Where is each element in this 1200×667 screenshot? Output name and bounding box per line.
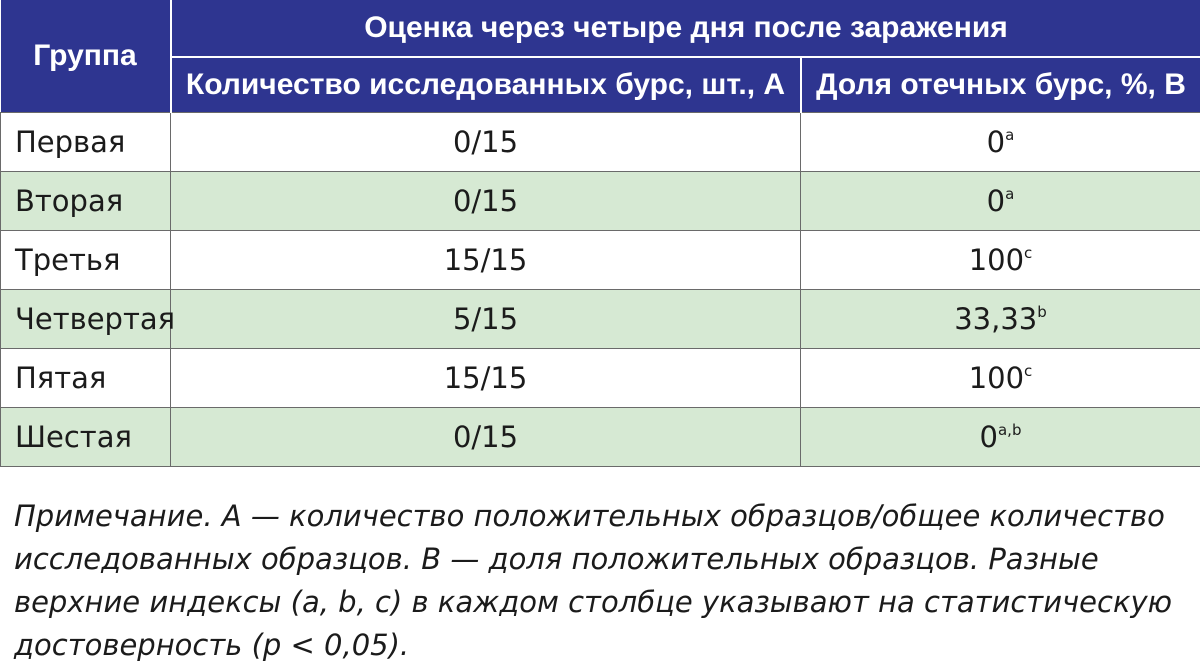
table-row: [1, 290, 1200, 349]
row-value-b: 0: [987, 184, 1005, 218]
row-value-a: 0/15: [171, 113, 801, 172]
row-value-b-superscript: b: [1037, 303, 1047, 321]
table-row: [1, 408, 1200, 467]
header-span-title: Оценка через четыре дня после заражения: [171, 0, 1200, 57]
header-group: Группа: [1, 0, 171, 113]
row-value-a: 5/15: [171, 290, 801, 349]
row-group-name: Третья: [1, 231, 171, 290]
row-value-b: 0: [987, 125, 1005, 159]
row-value-a: 0/15: [171, 172, 801, 231]
table-row: [1, 113, 1200, 172]
row-value-b-cell: [801, 349, 1200, 408]
row-value-b-superscript: a: [1005, 126, 1014, 144]
table-row: [1, 349, 1200, 408]
row-value-b-superscript: a,b: [998, 421, 1021, 439]
row-value-b-cell: [801, 113, 1200, 172]
row-value-b-superscript: c: [1024, 244, 1032, 262]
row-value-b: 0: [980, 420, 998, 454]
row-group-name: Пятая: [1, 349, 171, 408]
row-group-name: Шестая: [1, 408, 171, 467]
row-value-b: 100: [969, 361, 1024, 395]
row-value-a: 15/15: [171, 231, 801, 290]
header-col-a: Количество исследованных бурс, шт., A: [171, 57, 801, 113]
row-value-b: 33,33: [954, 302, 1037, 336]
table-row: [1, 172, 1200, 231]
row-value-b-cell: [801, 290, 1200, 349]
row-value-b-superscript: c: [1024, 362, 1032, 380]
row-value-b-superscript: a: [1005, 185, 1014, 203]
row-value-b-cell: [801, 231, 1200, 290]
row-value-a: 0/15: [171, 408, 801, 467]
row-group-name: Первая: [1, 113, 171, 172]
table-row: [1, 231, 1200, 290]
row-value-b-cell: [801, 172, 1200, 231]
row-value-a: 15/15: [171, 349, 801, 408]
row-value-b-cell: [801, 408, 1200, 467]
row-value-b: 100: [969, 243, 1024, 277]
table-footnote: Примечание. A — количество положительных образцов/общее количество исследованных образцов. B — доля положительных образцов. Разные верхние индексы (a, b, c) в каждом столбце указывают на статистическую достоверность (p < 0,05).: [14, 495, 1184, 667]
row-group-name: Вторая: [1, 172, 171, 231]
row-group-name: Четвертая: [1, 290, 171, 349]
header-col-b: Доля отечных бурс, %, B: [801, 57, 1200, 113]
